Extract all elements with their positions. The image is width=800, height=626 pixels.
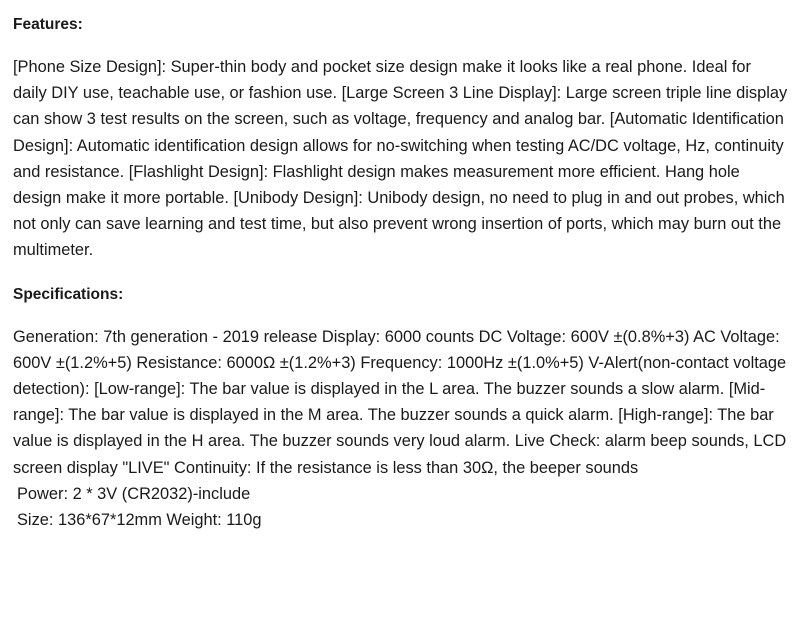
size-weight-line: Size: 136*67*12mm Weight: 110g — [17, 511, 262, 530]
specifications-section — [13, 284, 789, 534]
spacer — [13, 306, 789, 324]
features-section — [13, 14, 789, 264]
section-spacer — [13, 264, 789, 284]
power-line: Power: 2 * 3V (CR2032)-include — [17, 484, 251, 503]
document — [13, 14, 789, 533]
features-paragraph: [Phone Size Design]: Super-thin body and pocket size design make it looks like a real phone. Ideal for daily DIY use, teachable use, or fashion use. [Large Screen 3 Line Display]: Large screen triple line display can show 3 test results on the screen, such as voltage, frequency and analog bar. [Automatic Identification Design]: Automatic identification design allows for no-switching when testing AC/DC voltage, Hz, continuity and resistance. [Flashlight Design]: Flashlight design makes measurement more efficient. Hang hole design make it more portable. [Unibody Design]: Unibody design, no need to plug in and out probes, which not only can save learning and test time, but also prevent wrong insertion of ports, which may burn out the multimeter. — [13, 58, 788, 260]
specifications-heading: Specifications: — [13, 285, 124, 303]
specifications-paragraph: Generation: 7th generation - 2019 release Display: 6000 counts DC Voltage: 600V ±(0.8%+3) AC Voltage: 600V ±(1.2%+5) Resistance: 6000Ω ±(1.2%+3) Frequency: 1000Hz ±(1.0%+5) V-Alert(non-contact voltage detection): [Low-range]: The bar value is displayed in the L area. The buzzer sounds a slow alarm. [Mid-range]: The bar value is displayed in the M area. The buzzer sounds a quick alarm. [High-range]: The bar value is displayed in the H area. The buzzer sounds very loud alarm. Live Check: alarm beep sounds, LCD screen display "LIVE" Continuity: If the resistance is less than 30Ω, the beeper sounds — [13, 327, 787, 477]
features-heading: Features: — [13, 16, 83, 33]
spacer — [13, 36, 789, 54]
